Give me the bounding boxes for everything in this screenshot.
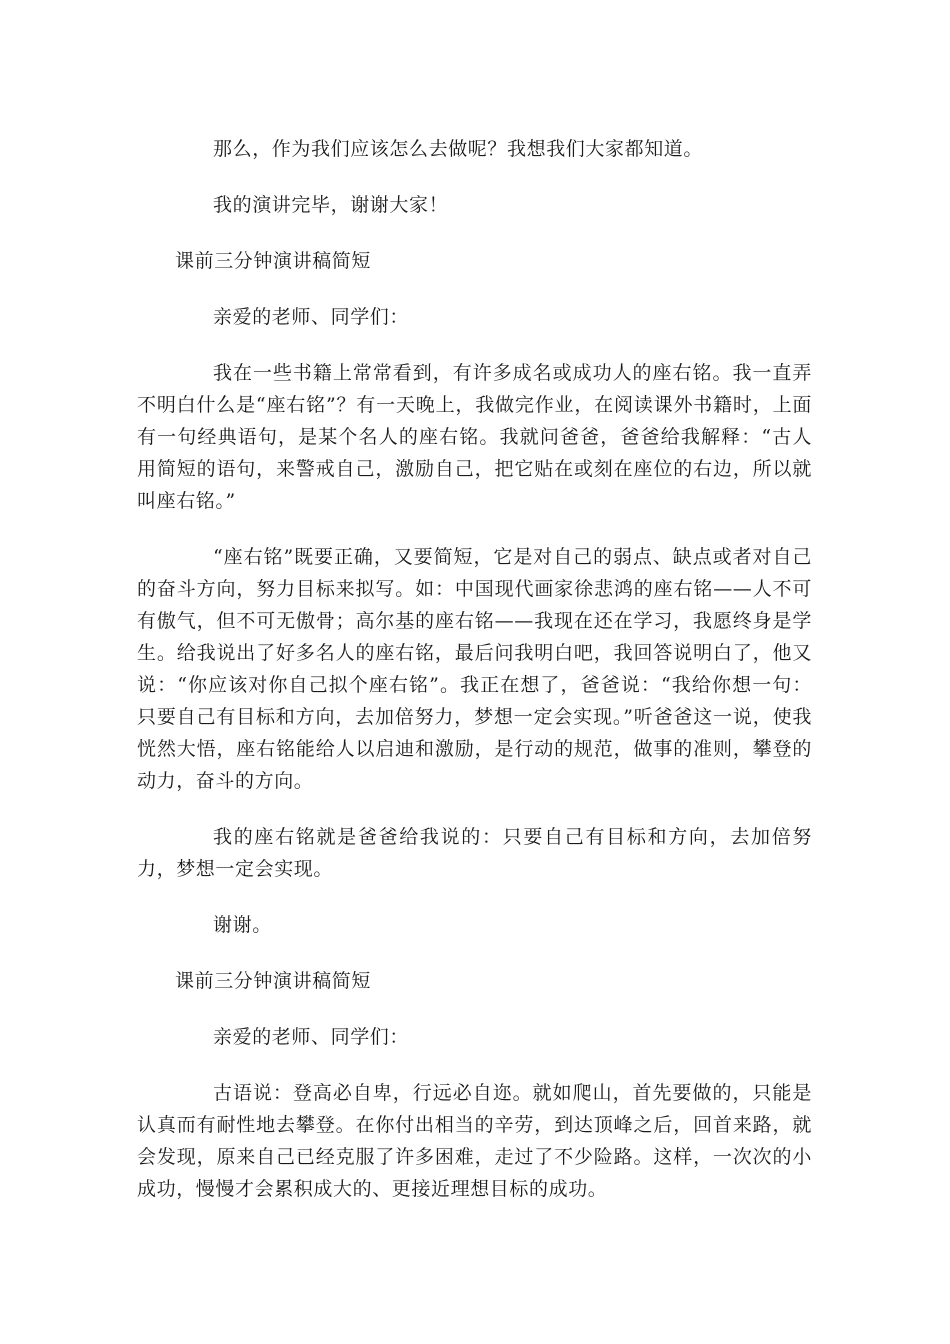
section-heading-1: 课前三分钟演讲稿简短 [175, 250, 372, 272]
paragraph-greeting-1: 亲爱的老师、同学们： [213, 306, 410, 328]
section-heading-2: 课前三分钟演讲稿简短 [175, 970, 372, 992]
paragraph-closing-question: 那么，作为我们应该怎么去做呢？我想我们大家都知道。 [213, 138, 704, 160]
paragraph-my-motto: 我的座右铭就是爸爸给我说的：只要自己有目标和方向，去加倍努力，梦想一定会实现。 [137, 826, 812, 880]
paragraph-motto-intro: 我在一些书籍上常常看到，有许多成名或成功人的座右铭。我一直弄不明白什么是“座右铭”？有一天晚上，我做完作业，在阅读课外书籍时，上面有一句经典语句，是某个名人的座右铭。我就问爸爸，爸爸给我解释：“古人用简短的语句，来警戒自己，激励自己，把它贴在或刻在座位的右边，所以就叫座右铭。” [137, 362, 812, 512]
paragraph-speech-end: 我的演讲完毕，谢谢大家！ [213, 194, 449, 216]
paragraph-climbing: 古语说：登高必自卑，行远必自迩。就如爬山，首先要做的，只能是认真而有耐性地去攀登。在你付出相当的辛劳，到达顶峰之后，回首来路，就会发现，原来自己已经克服了许多困难，走过了不少险路。这样，一次次的小成功，慢慢才会累积成大的、更接近理想目标的成功。 [137, 1082, 812, 1200]
paragraph-motto-explanation: “座右铭”既要正确，又要简短，它是对自己的弱点、缺点或者对自己的奋斗方向，努力目标来拟写。如：中国现代画家徐悲鸿的座右铭——人不可有傲气，但不可无傲骨；高尔基的座右铭——我现在还在学习，我愿终身是学生。给我说出了好多名人的座右铭，最后问我明白吧，我回答说明白了，他又说：“你应该对你自己拟个座右铭”。我正在想了，爸爸说：“我给你想一句：只要自己有目标和方向，去加倍努力，梦想一定会实现。”听爸爸这一说，使我恍然大悟，座右铭能给人以启迪和激励，是行动的规范，做事的准则，攀登的动力，奋斗的方向。 [137, 546, 812, 792]
paragraph-thanks: 谢谢。 [213, 914, 272, 936]
paragraph-greeting-2: 亲爱的老师、同学们： [213, 1026, 410, 1048]
document-body [137, 133, 812, 1229]
